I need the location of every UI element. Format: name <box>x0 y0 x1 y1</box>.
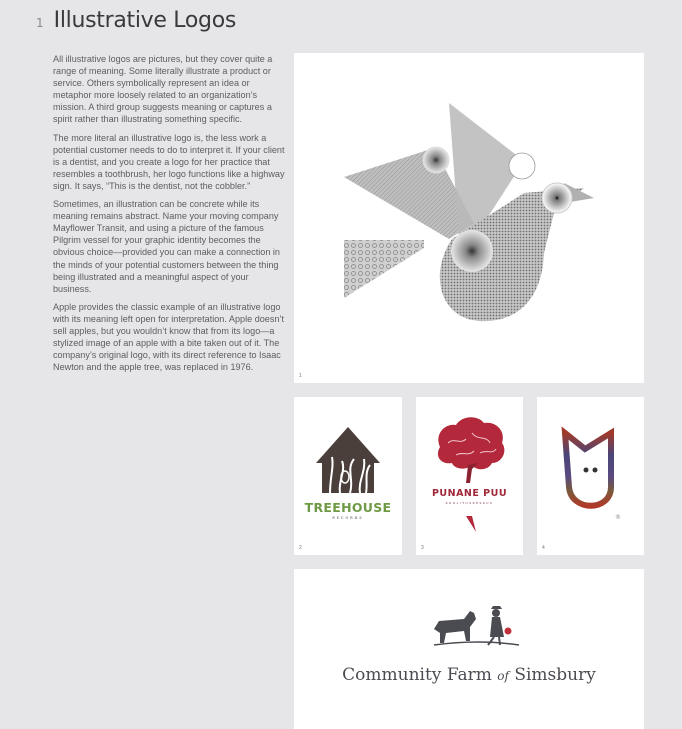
body-text <box>53 53 285 379</box>
paragraph: The more literal an illustrative logo is, the less work a potential customer needs to do to interpret it. If your client is a dentist, and you create a logo for her practice that resembles a toothbrush, her logo functions like a highway sign. It says, “This is the dentist, not the cobbler.” <box>53 132 285 191</box>
figure-bird-logo <box>294 53 644 383</box>
figure-community-farm-logo <box>294 569 644 729</box>
figure-caption: 4 <box>542 545 545 551</box>
circle-shape <box>451 230 493 272</box>
tail-shape <box>344 240 424 298</box>
name-end: Simsbury <box>514 665 596 685</box>
treehouse-subtitle: RECORDS <box>332 516 364 520</box>
punane-puu-name: PUNANE PUU <box>431 488 508 499</box>
circle-shape <box>423 147 449 173</box>
section-heading <box>36 8 236 33</box>
figure-punane-puu-logo <box>416 397 523 555</box>
treehouse-house-icon <box>294 397 402 507</box>
paragraph: Sometimes, an illustration can be concrete while its meaning remains abstract. Name your moving company Mayflower Transit, and using a picture of the famous Pilgrim vessel for your graphic identity becomes the obvious choice—provided you can make a connection in the minds of your potential customers between the thing being illustrated and a meaningful aspect of your business. <box>53 199 280 294</box>
paragraph: All illustrative logos are pictures, but they cover quite a range of meaning. Some literally illustrate a product or service. Others symbolically represent an idea or metaphor more loosely related to an organization’s mission. A third group suggests meaning or captures a spirit rather than illustrating something specific. <box>53 54 273 125</box>
figure-caption: 1 <box>299 373 302 379</box>
figure-caption: 2 <box>299 545 302 551</box>
bird-eye <box>542 183 572 213</box>
page-title: Illustrative Logos <box>53 8 237 33</box>
section-number: 1 <box>36 16 44 30</box>
treehouse-name: TREEHOUSE <box>304 500 392 515</box>
name-of: of <box>497 669 509 683</box>
figure-treehouse-logo <box>294 397 402 555</box>
circle-shape <box>509 153 535 179</box>
figure-cat-logo <box>537 397 644 555</box>
brain-tree-icon <box>416 397 523 555</box>
paragraph: Apple provides the classic example of an illustrative logo with its meaning left open for interpretation. Apple doesn’t sell apples, but you wouldn’t know that from its logo—a stylized image of an apple with a bite taken out of it. The company’s original logo, with its direct reference to Isaac Newton and the apple tree, was replaced in 1976. <box>53 301 285 373</box>
punane-puu-subtitle: KOOLITUSKESKUS <box>445 501 494 505</box>
cat-outline-icon <box>537 397 644 555</box>
registered-mark: ® <box>615 514 621 521</box>
community-farm-name <box>294 665 644 685</box>
bird-logo-illustration <box>294 53 644 383</box>
name-main: Community Farm <box>342 665 492 685</box>
goat-and-girl-icon <box>294 569 644 659</box>
figure-caption: 3 <box>421 545 424 551</box>
